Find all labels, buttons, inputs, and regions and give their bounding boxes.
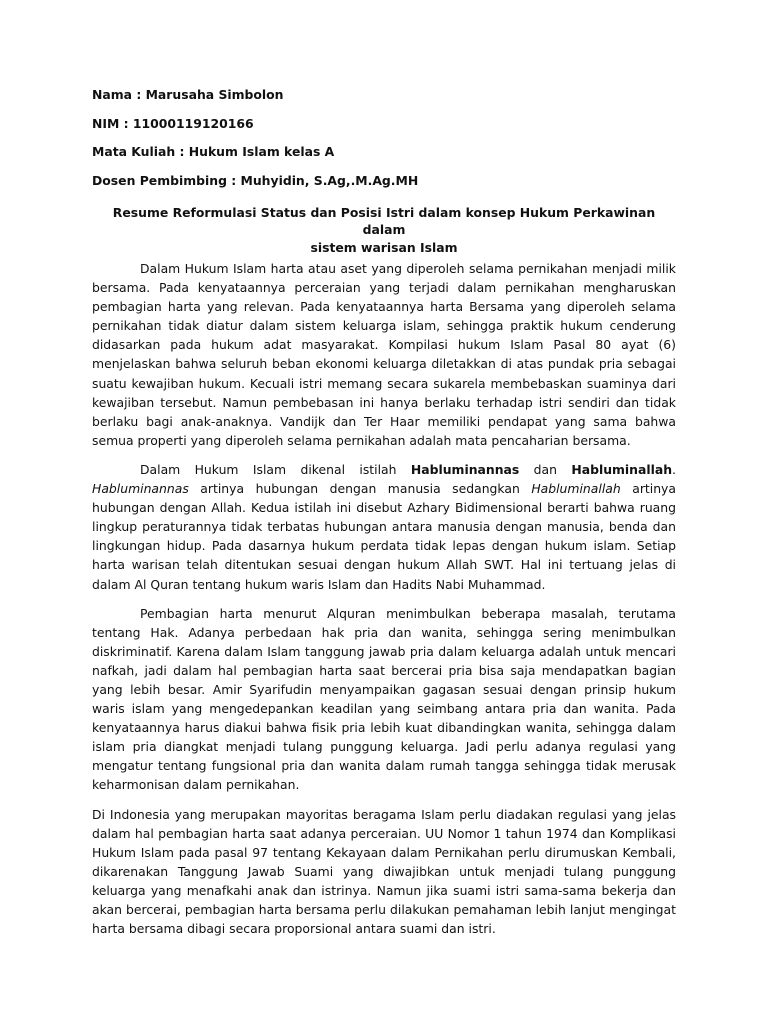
term-habluminannas-bold: Habluminannas [410, 461, 520, 477]
paragraph-2 [92, 460, 676, 594]
course-name: Mata Kuliah : Hukum Islam kelas A [92, 144, 335, 159]
supervisor-name: Dosen Pembimbing : Muhyidin, S.Ag,.M.Ag.MH [92, 172, 419, 188]
document-title-line-2: sistem warisan Islam [310, 239, 458, 255]
term-habluminallah-italic: Habluminallah [531, 481, 621, 497]
student-name: Nama : Marusaha Simbolon [92, 87, 284, 102]
paragraph-2-text-3: . [672, 461, 676, 477]
paragraph-1: Dalam Hukum Islam harta atau aset yang diperoleh selama pernikahan menjadi milik bersama. Pada kenyataannya perceraian yang terjadi dalam pernikahan mengharuskan pembagian harta yang relevan. Pada kenyataannya harta Bersama yang diperoleh selama pernikahan tidak diatur dalam sistem keluarga islam, sehingga praktik hukum cenderung didasarkan pada hukum adat masyarakat. Kompilasi hukum Islam Pasal 80 ayat (6) menjelaskan bahwa seluruh beban ekonomi keluarga diletakkan di atas pundak pria sebagai suatu kewajiban hukum. Kecuali istri memang secara sukarela membebaskan suaminya dari kewajiban tersebut. Namun pembebasan ini hanya berlaku terhadap istri sendiri dan tidak berlaku bagi anak-anaknya. Vandijk dan Ter Haar memiliki pendapat yang sama bahwa semua properti yang diperoleh selama pernikahan adalah mata pencaharian bersama. [92, 261, 676, 448]
document-title [92, 204, 676, 257]
paragraph-4: Di Indonesia yang merupakan mayoritas beragama Islam perlu diadakan regulasi yang jelas dalam hal pembagian harta saat adanya perceraian. UU Nomor 1 tahun 1974 dan Komplikasi Hukum Islam pada pasal 97 tentang Kekayaan dalam Pernikahan perlu dirumuskan Kembali, dikarenakan Tanggung Jawab Suami yang diwajibkan untuk menjadi tulang punggung keluarga yang menafkahi anak dan istrinya. Namun jika suami istri sama-sama bekerja dan akan bercerai, pembagian harta bersama perlu dilakukan pemahaman lebih lanjut mengingat harta bersama dibagi secara proporsional antara suami dan istri. [92, 806, 676, 937]
paragraph-2-text-4: artinya hubungan dengan manusia sedangkan [188, 481, 532, 497]
term-habluminallah-bold: Habluminallah [571, 461, 673, 477]
student-id: NIM : 11000119120166 [92, 115, 254, 131]
paragraph-2-text-5: artinya hubungan dengan Allah. Kedua istilah ini disebut Azhary Bidimensional berarti bahwa ruang lingkup peraturannya tidak terbatas hubungan antara manusia dengan manusia, benda dan lingkungan hidup. Pada dasarnya hukum perdata tidak lepas dengan hukum islam. Setiap harta warisan telah ditentukan sesuai dengan hukum Allah SWT. Hal ini tertuang jelas di dalam Al Quran tentang hukum waris Islam dan Hadits Nabi Muhammad. [92, 481, 676, 592]
paragraph-2-text-1: Dalam Hukum Islam dikenal istilah [140, 461, 411, 477]
term-habluminannas-italic: Habluminannas [92, 481, 189, 497]
document-title-line-1: Resume Reformulasi Status dan Posisi Istri dalam konsep Hukum Perkawinan dalam [112, 204, 656, 237]
document-page [92, 86, 676, 948]
paragraph-2-text-2: dan [519, 461, 572, 477]
paragraph-3: Pembagian harta menurut Alquran menimbulkan beberapa masalah, terutama tentang Hak. Adanya perbedaan hak pria dan wanita, sehingga sering menimbulkan diskriminatif. Karena dalam Islam tanggung jawab pria dalam keluarga adalah untuk mencari nafkah, jadi dalam hal pembagian harta saat bercerai pria bisa saja mendapatkan bagian yang lebih besar. Amir Syarifudin menyampaikan gagasan sesuai dengan prinsip hukum waris islam yang mengedepankan keadilan yang seimbang antara pria dan wanita. Pada kenyataannya harus diakui bahwa fisik pria lebih kuat dibandingkan wanita, sehingga dalam islam pria diangkat menjadi tulang punggung keluarga. Jadi perlu adanya regulasi yang mengatur tentang fungsional pria dan wanita dalam rumah tangga sehingga tidak merusak keharmonisan dalam pernikahan. [92, 605, 676, 793]
